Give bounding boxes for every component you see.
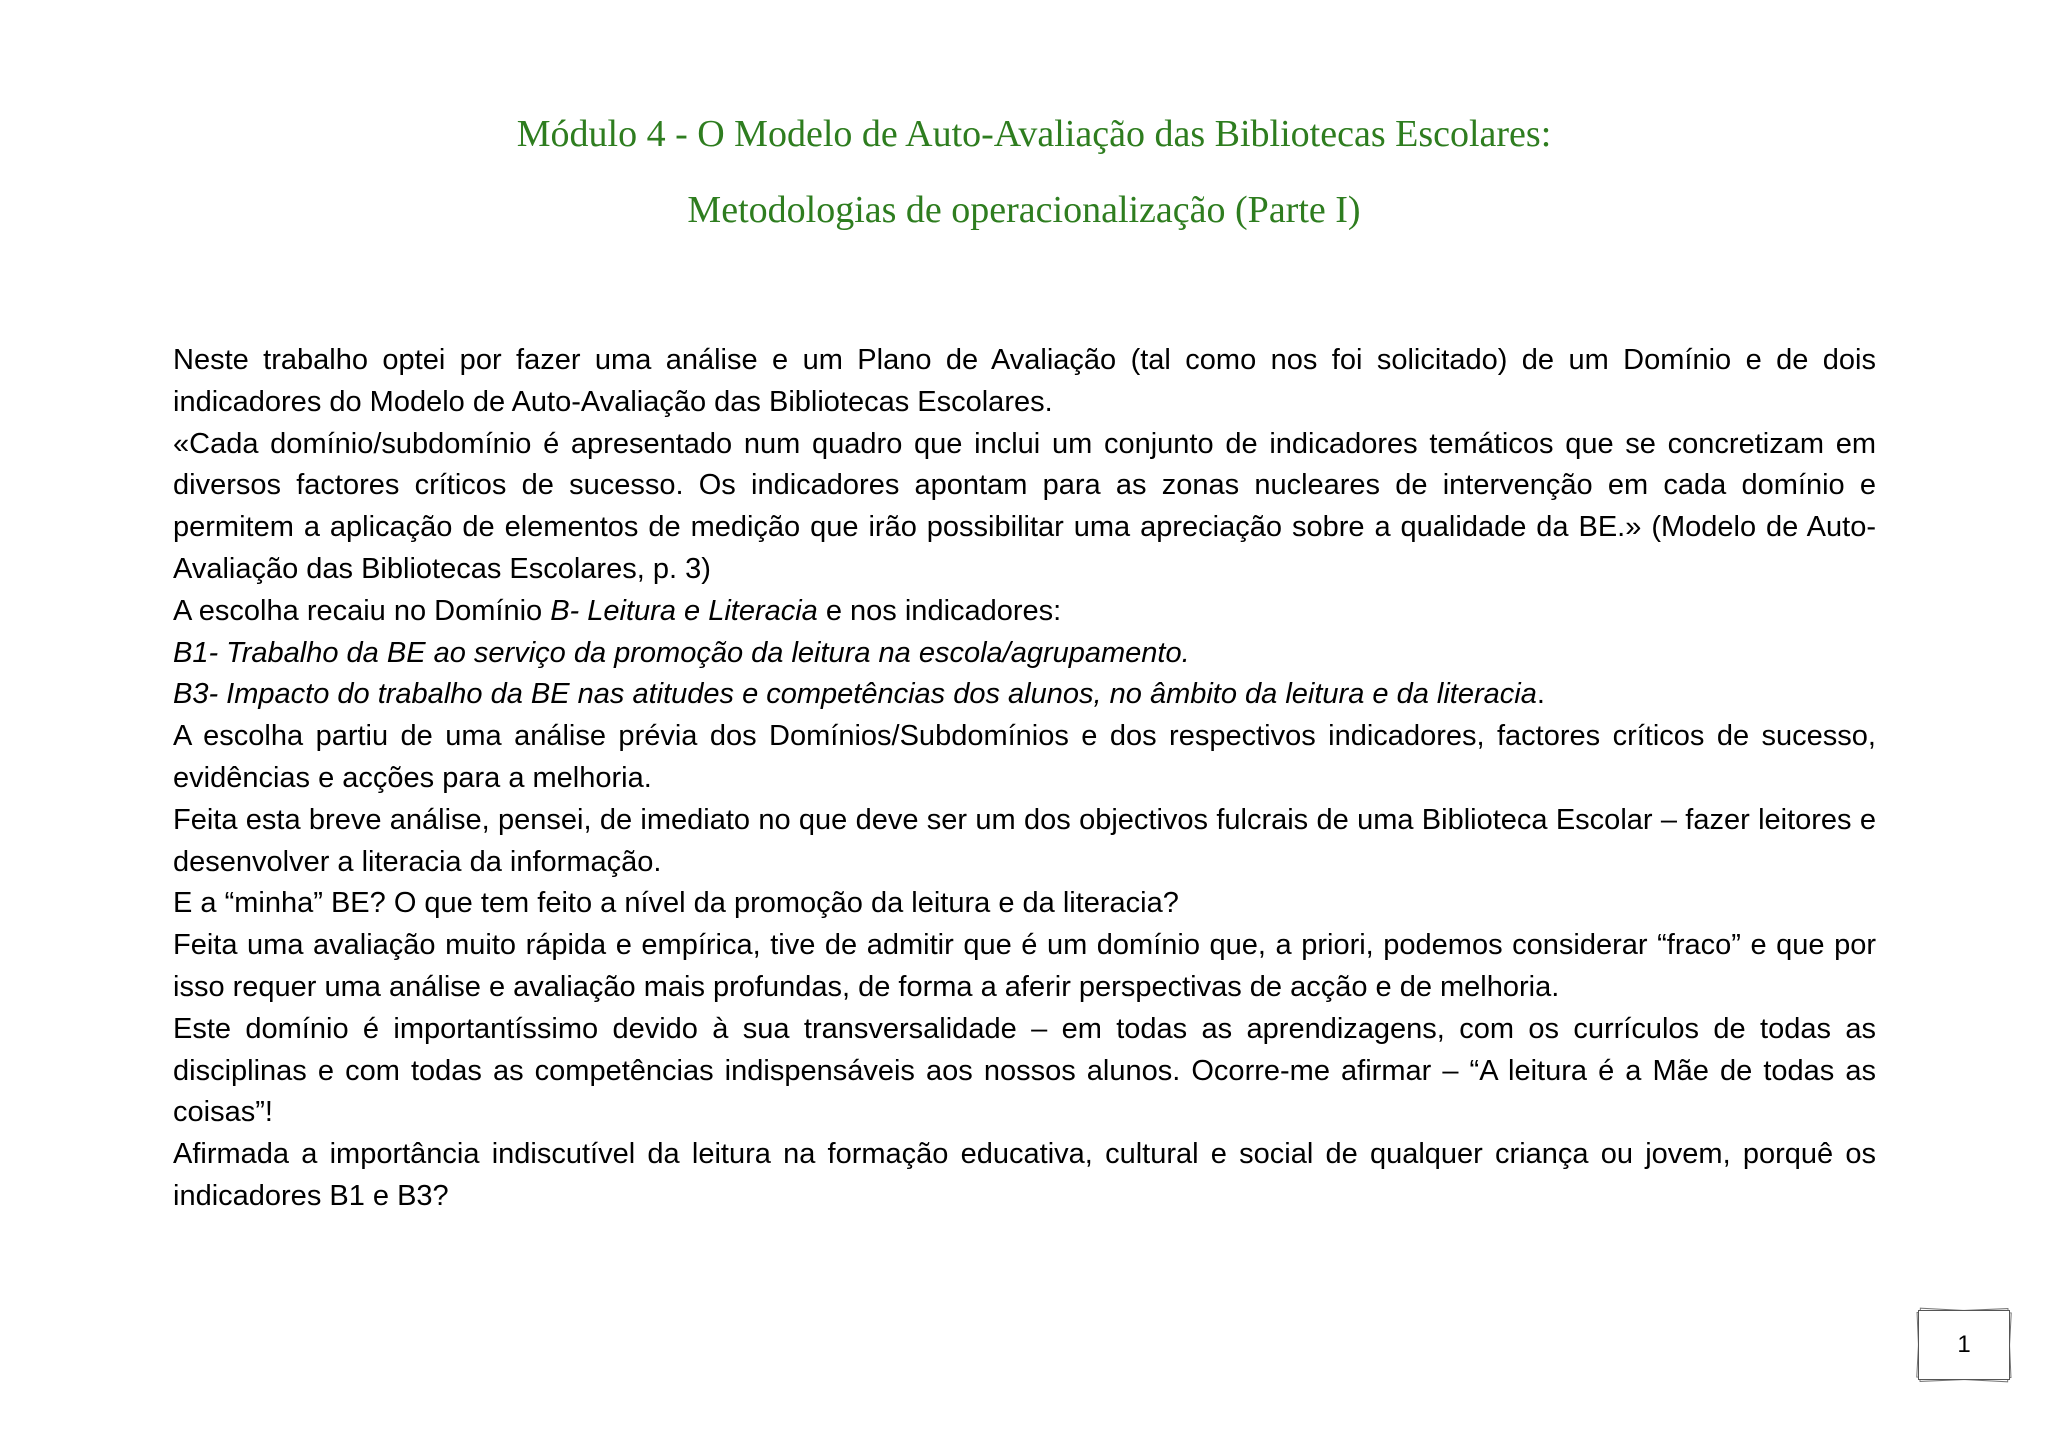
domain-choice-suffix: e nos indicadores: xyxy=(817,594,1062,627)
document-body xyxy=(173,340,1876,1218)
paragraph-quote: «Cada domínio/subdomínio é apresentado num quadro que inclui um conjunto de indicadores temáticos que se concretizam em diversos factores críticos de sucesso. Os indicadores apontam para as zonas nucleares de intervenção em cada domínio e permitem a aplicação de elementos de medição que irão possibilitar uma apreciação sobre a qualidade da BE.» (Modelo de Auto-Avaliação das Bibliotecas Escolares, p. 3) xyxy=(173,427,1876,585)
paragraph-evaluation: Feita uma avaliação muito rápida e empírica, tive de admitir que é um domínio que, a priori, podemos considerar “fraco” e que por isso requer uma análise e avaliação mais profundas, de forma a aferir perspectivas de acção e de melhoria. xyxy=(173,929,1876,1003)
domain-name: B- Leitura e Literacia xyxy=(550,594,818,627)
indicator-b1: B1- Trabalho da BE ao serviço da promoção da leitura na escola/agrupamento. xyxy=(173,636,1190,669)
paragraph-intro: Neste trabalho optei por fazer uma análise e um Plano de Avaliação (tal como nos foi solicitado) de um Domínio e de dois indicadores do Modelo de Auto-Avaliação das Bibliotecas Escolares. xyxy=(173,344,1876,418)
indicator-b3: B3- Impacto do trabalho da BE nas atitudes e competências dos alunos, no âmbito da leitura e da literacia xyxy=(173,678,1537,711)
indicator-b3-period: . xyxy=(1536,678,1545,711)
paragraph-conclusion: Afirmada a importância indiscutível da leitura na formação educativa, cultural e social de qualquer criança ou jovem, porquê os indicadores B1 e B3? xyxy=(173,1138,1876,1212)
paragraph-analysis: A escolha partiu de uma análise prévia dos Domínios/Subdomínios e dos respectivos indicadores, factores críticos de sucesso, evidências e acções para a melhoria. xyxy=(173,720,1876,794)
paragraph-domain-choice xyxy=(173,591,1876,633)
paragraph-question: E a “minha” BE? O que tem feito a nível da promoção da leitura e da literacia? xyxy=(173,887,1179,920)
title-line-2: Metodologias de operacionalização (Parte I) xyxy=(687,188,1361,231)
indicator-b3-paragraph xyxy=(173,674,1876,716)
page-number-badge xyxy=(1918,1310,2010,1380)
paragraph-importance: Este domínio é importantíssimo devido à sua transversalidade – em todas as aprendizagens, com os currículos de todas as disciplinas e com todas as competências indispensáveis aos nossos alunos. Ocorre-me afirmar – “A leitura é a Mãe de todas as coisas”! xyxy=(173,1012,1876,1129)
page-number: 1 xyxy=(1957,1331,1971,1358)
domain-choice-text: A escolha recaiu no Domínio xyxy=(173,594,551,627)
paragraph-objectives: Feita esta breve análise, pensei, de imediato no que deve ser um dos objectivos fulcrais de uma Biblioteca Escolar – fazer leitores e desenvolver a literacia da informação. xyxy=(173,803,1876,878)
title-line-1: Módulo 4 - O Modelo de Auto-Avaliação das Bibliotecas Escolares: xyxy=(516,113,1552,155)
document-title xyxy=(0,112,2048,233)
